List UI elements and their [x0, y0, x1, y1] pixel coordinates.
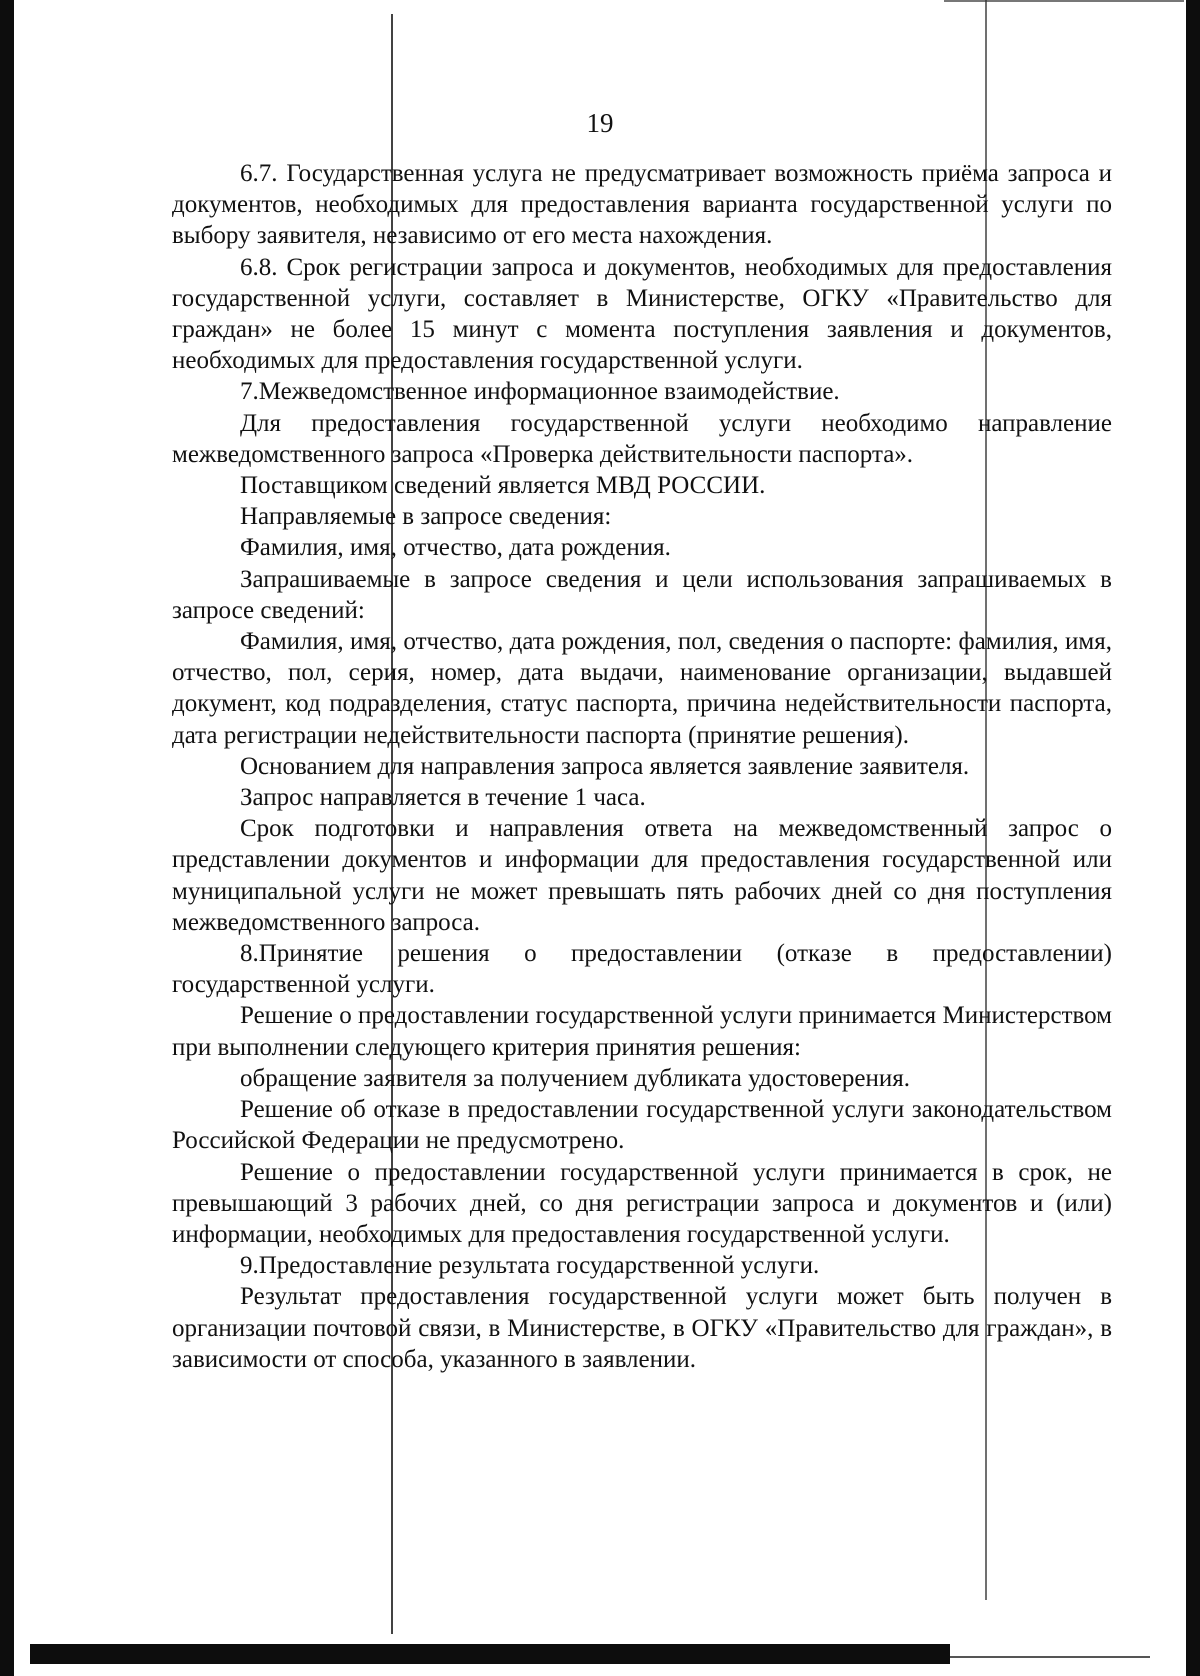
paragraph-6-8: 6.8. Срок регистрации запроса и документов, необходимых для предоставления государственной услуги, составляет в Министерстве, ОГКУ «Правительство для граждан» не более 15 минут с момента поступления заявления и документов, необходимых для предоставления государственной услуги.: [172, 253, 1112, 375]
paragraph: Решение о предоставлении государственной услуги принимается в срок, не превышающий 3 рабочих дней, со дня регистрации запроса и документов и (или) информации, необходимых для предоставления государственной услуги.: [172, 1158, 1112, 1248]
paragraph: Основанием для направления запроса является заявление заявителя.: [240, 752, 970, 780]
paragraph-6-7: 6.7. Государственная услуга не предусматривает возможность приёма запроса и документов, необходимых для предоставления варианта государственной услуги по выбору заявителя, независимо от его места нахождения.: [172, 160, 1112, 250]
paragraph: Срок подготовки и направления ответа на межведомственный запрос о представлении документов и информации для предоставления государственной или муниципальной услуги не может превышать пять рабочих дней со дня поступления межведомственного запроса.: [172, 815, 1112, 936]
page-number: 19: [586, 108, 614, 138]
scan-edge-left: [0, 0, 14, 1676]
section-heading-7: 7.Межведомственное информационное взаимодействие.: [240, 378, 840, 406]
paragraph: Решение о предоставлении государственной услуги принимается Министерством при выполнении следующего критерия принятия решения:: [172, 1002, 1112, 1061]
scan-edge-bottom: [30, 1644, 950, 1664]
paragraph: Результат предоставления государственной услуги может быть получен в организации почтовой связи, в Министерстве, в ОГКУ «Правительство для граждан», в зависимости от способа, указанного в заявлении.: [172, 1283, 1112, 1373]
paragraph: Решение об отказе в предоставлении государственной услуги законодательством Российской Федерации не предусмотрено.: [172, 1096, 1112, 1155]
scan-edge-top: [944, 0, 1184, 2]
paragraph: Фамилия, имя, отчество, дата рождения.: [240, 534, 671, 562]
paragraph: Для предоставления государственной услуги необходимо направление межведомственного запроса «Проверка действительности паспорта».: [172, 409, 1112, 468]
scan-edge-right: [1186, 0, 1200, 1676]
document-body: [172, 158, 1112, 1375]
paragraph: Поставщиком сведений является МВД РОССИИ.: [240, 472, 766, 500]
paragraph: Запрос направляется в течение 1 часа.: [240, 784, 646, 812]
scan-edge-bottom-thin: [950, 1656, 1150, 1658]
section-heading-9: 9.Предоставление результата государственной услуги.: [240, 1252, 820, 1280]
paragraph: обращение заявителя за получением дубликата удостоверения.: [240, 1064, 910, 1092]
section-heading-8: 8.Принятие решения о предоставлении (отказе в предоставлении) государственной услуги.: [172, 940, 1112, 999]
paragraph: Запрашиваемые в запросе сведения и цели использования запрашиваемых в запросе сведений:: [172, 565, 1112, 624]
paragraph: Фамилия, имя, отчество, дата рождения, пол, сведения о паспорте: фамилия, имя, отчество, пол, серия, номер, дата выдачи, наименование организации, выдавшей документ, код подразделения, статус паспорта, причина недействительности паспорта, дата регистрации недействительности паспорта (принятие решения).: [172, 628, 1112, 749]
paragraph: Направляемые в запросе сведения:: [240, 503, 612, 531]
